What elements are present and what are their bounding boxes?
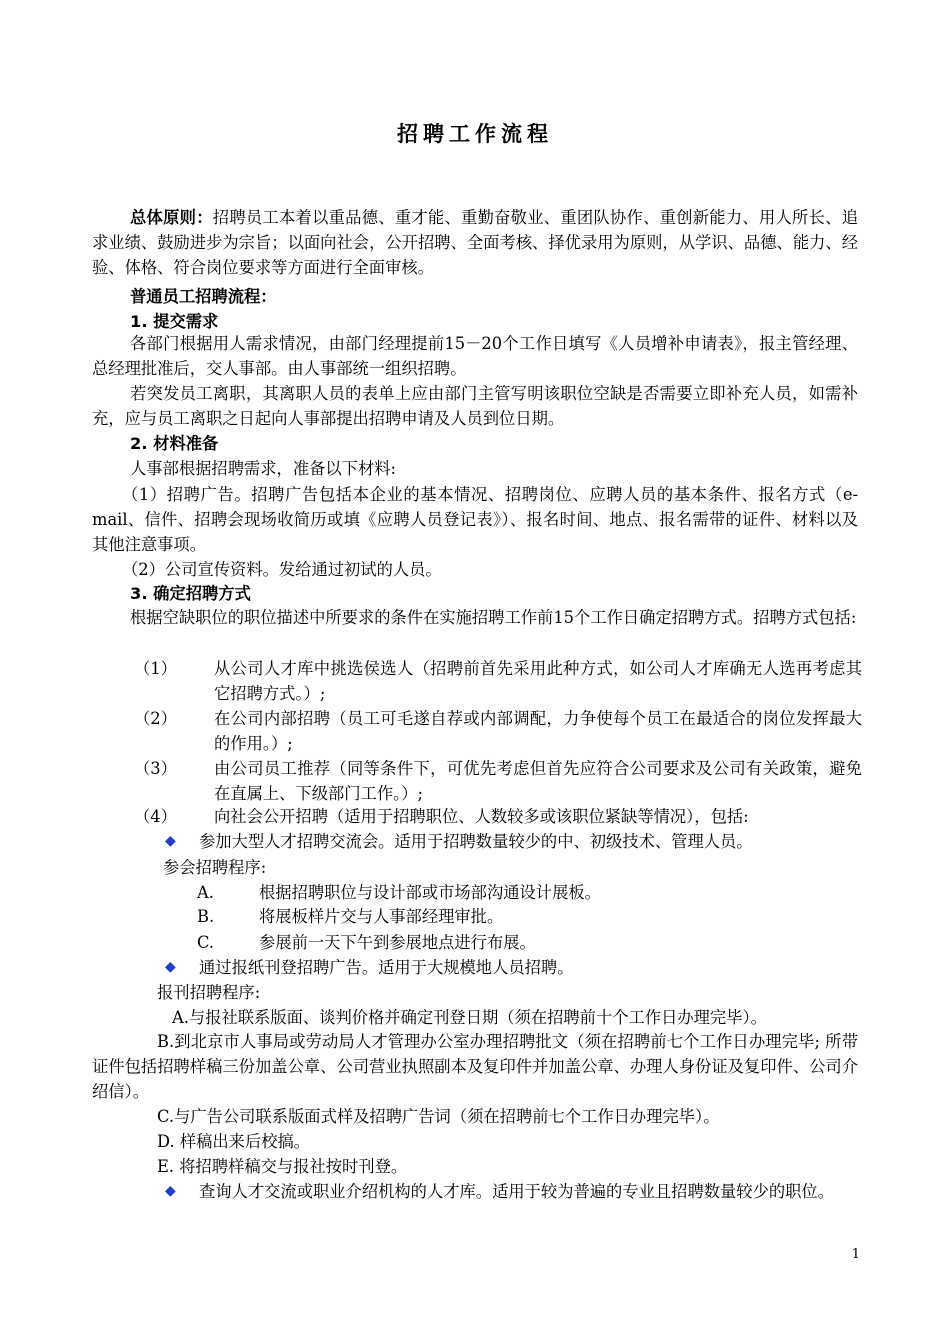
talent-pool-text: 查询人才交流或职业介绍机构的人才库。适用于较为普遍的专业且招聘数量较少的职位。 [199, 1182, 834, 1201]
diamond-bullet-icon: ◆ [165, 1183, 176, 1199]
job-fair-step-text: 根据招聘职位与设计部或市场部沟通设计展板。 [259, 883, 601, 902]
recruit-method-number: （4） [134, 807, 177, 826]
general-principle-label: 总体原则： [130, 208, 213, 227]
recruit-method-item [92, 804, 862, 829]
recruit-method-number: （2） [134, 709, 177, 728]
job-fair-step-letter: A. [197, 883, 214, 902]
job-fair-bullet [165, 829, 863, 854]
job-fair-step-text: 参展前一天下午到参展地点进行布展。 [259, 933, 536, 952]
step1-heading: 1. 提交需求 [130, 312, 219, 331]
diamond-bullet-icon: ◆ [165, 959, 176, 975]
newspaper-step-e: E. 将招聘样稿交与报社按时刊登。 [157, 1157, 408, 1176]
recruit-method-text: 向社会公开招聘（适用于招聘职位、人数较多或该职位紧缺等情况），包括: [214, 807, 749, 826]
job-fair-step-text: 将展板样片交与人事部经理审批。 [259, 907, 504, 926]
process-heading: 普通员工招聘流程： [130, 287, 277, 306]
step2-item-1: （1）招聘广告。招聘广告包括本企业的基本情况、招聘岗位、应聘人员的基本条件、报名方式（e-mail、信件、招聘会现场收简历或填《应聘人员登记表》）、报名时间、地点、报名需带的证件、材料以及其他注意事项。 [92, 485, 858, 554]
step2-item-2: （2）公司宣传资料。发给通过初试的人员。 [122, 560, 442, 579]
newspaper-procedure-label: 报刊招聘程序: [157, 983, 261, 1002]
job-fair-text: 参加大型人才招聘交流会。适用于招聘数量较少的中、初级技术、管理人员。 [199, 832, 753, 851]
recruit-method-item [92, 756, 862, 806]
recruit-method-number: （3） [134, 759, 177, 778]
general-principle-text: 招聘员工本着以重品德、重才能、重勤奋敬业、重团队协作、重创新能力、用人所长、追求业绩、鼓励进步为宗旨；以面向社会，公开招聘、全面考核、择优录用为原则，从学识、品德、能力、经验、体格、符合岗位要求等方面进行全面审核。 [92, 208, 858, 277]
newspaper-text: 通过报纸刊登招聘广告。适用于大规模地人员招聘。 [199, 958, 574, 977]
newspaper-bullet [165, 955, 863, 980]
job-fair-step [197, 880, 601, 905]
step3-heading: 3. 确定招聘方式 [130, 584, 251, 603]
recruit-method-text: 在公司内部招聘（员工可毛遂自荐或内部调配，力争使每个员工在最适合的岗位发挥最大的作用。）; [214, 709, 862, 753]
recruit-method-text: 由公司员工推荐（同等条件下，可优先考虑但首先应符合公司要求及公司有关政策，避免在直属上、下级部门工作。）; [214, 759, 862, 803]
recruit-method-number: （1） [134, 659, 177, 678]
job-fair-procedure-label: 参会招聘程序: [163, 858, 267, 877]
job-fair-step [197, 904, 504, 929]
job-fair-step-letter: B. [197, 907, 215, 926]
general-principle-paragraph [92, 205, 858, 280]
step3-intro: 根据空缺职位的职位描述中所要求的条件在实施招聘工作前15个工作日确定招聘方式。招聘方式包括: [130, 608, 857, 627]
newspaper-step-c: C.与广告公司联系版面式样及招聘广告词（须在招聘前七个工作日办理完毕）。 [157, 1107, 720, 1126]
newspaper-step-d: D. 样稿出来后校搞。 [157, 1132, 311, 1151]
job-fair-step-letter: C. [197, 933, 215, 952]
recruit-method-item [92, 656, 862, 706]
step1-paragraph-1: 各部门根据用人需求情况，由部门经理提前15－20个工作日填写《人员增补申请表》，报主管经理、总经理批准后，交人事部。由人事部统一组织招聘。 [92, 334, 858, 378]
step2-heading: 2. 材料准备 [130, 434, 219, 453]
diamond-bullet-icon: ◆ [165, 833, 176, 849]
recruit-method-item [92, 706, 862, 756]
talent-pool-bullet [165, 1179, 863, 1204]
newspaper-step-a: A.与报社联系版面、谈判价格并确定刊登日期（须在招聘前十个工作日办理完毕）。 [172, 1008, 767, 1027]
page-title: 招聘工作流程 [397, 122, 553, 146]
step2-intro: 人事部根据招聘需求，准备以下材料: [130, 459, 396, 478]
recruit-method-text: 从公司人才库中挑选侯选人（招聘前首先采用此种方式，如公司人才库确无人选再考虑其它招聘方式。）; [214, 659, 862, 703]
step1-paragraph-2: 若突发员工离职，其离职人员的表单上应由部门主管写明该职位空缺是否需要立即补充人员，如需补充，应与员工离职之日起向人事部提出招聘申请及人员到位日期。 [92, 384, 858, 428]
newspaper-step-b: B.到北京市人事局或劳动局人才管理办公室办理招聘批文（须在招聘前七个工作日办理完毕; 所带证件包括招聘样稿三份加盖公章、公司营业执照副本及复印件并加盖公章、办理人身份证及复印件、公司介绍信）。 [92, 1032, 858, 1101]
page-number: 1 [851, 1247, 860, 1262]
job-fair-step [197, 930, 536, 955]
